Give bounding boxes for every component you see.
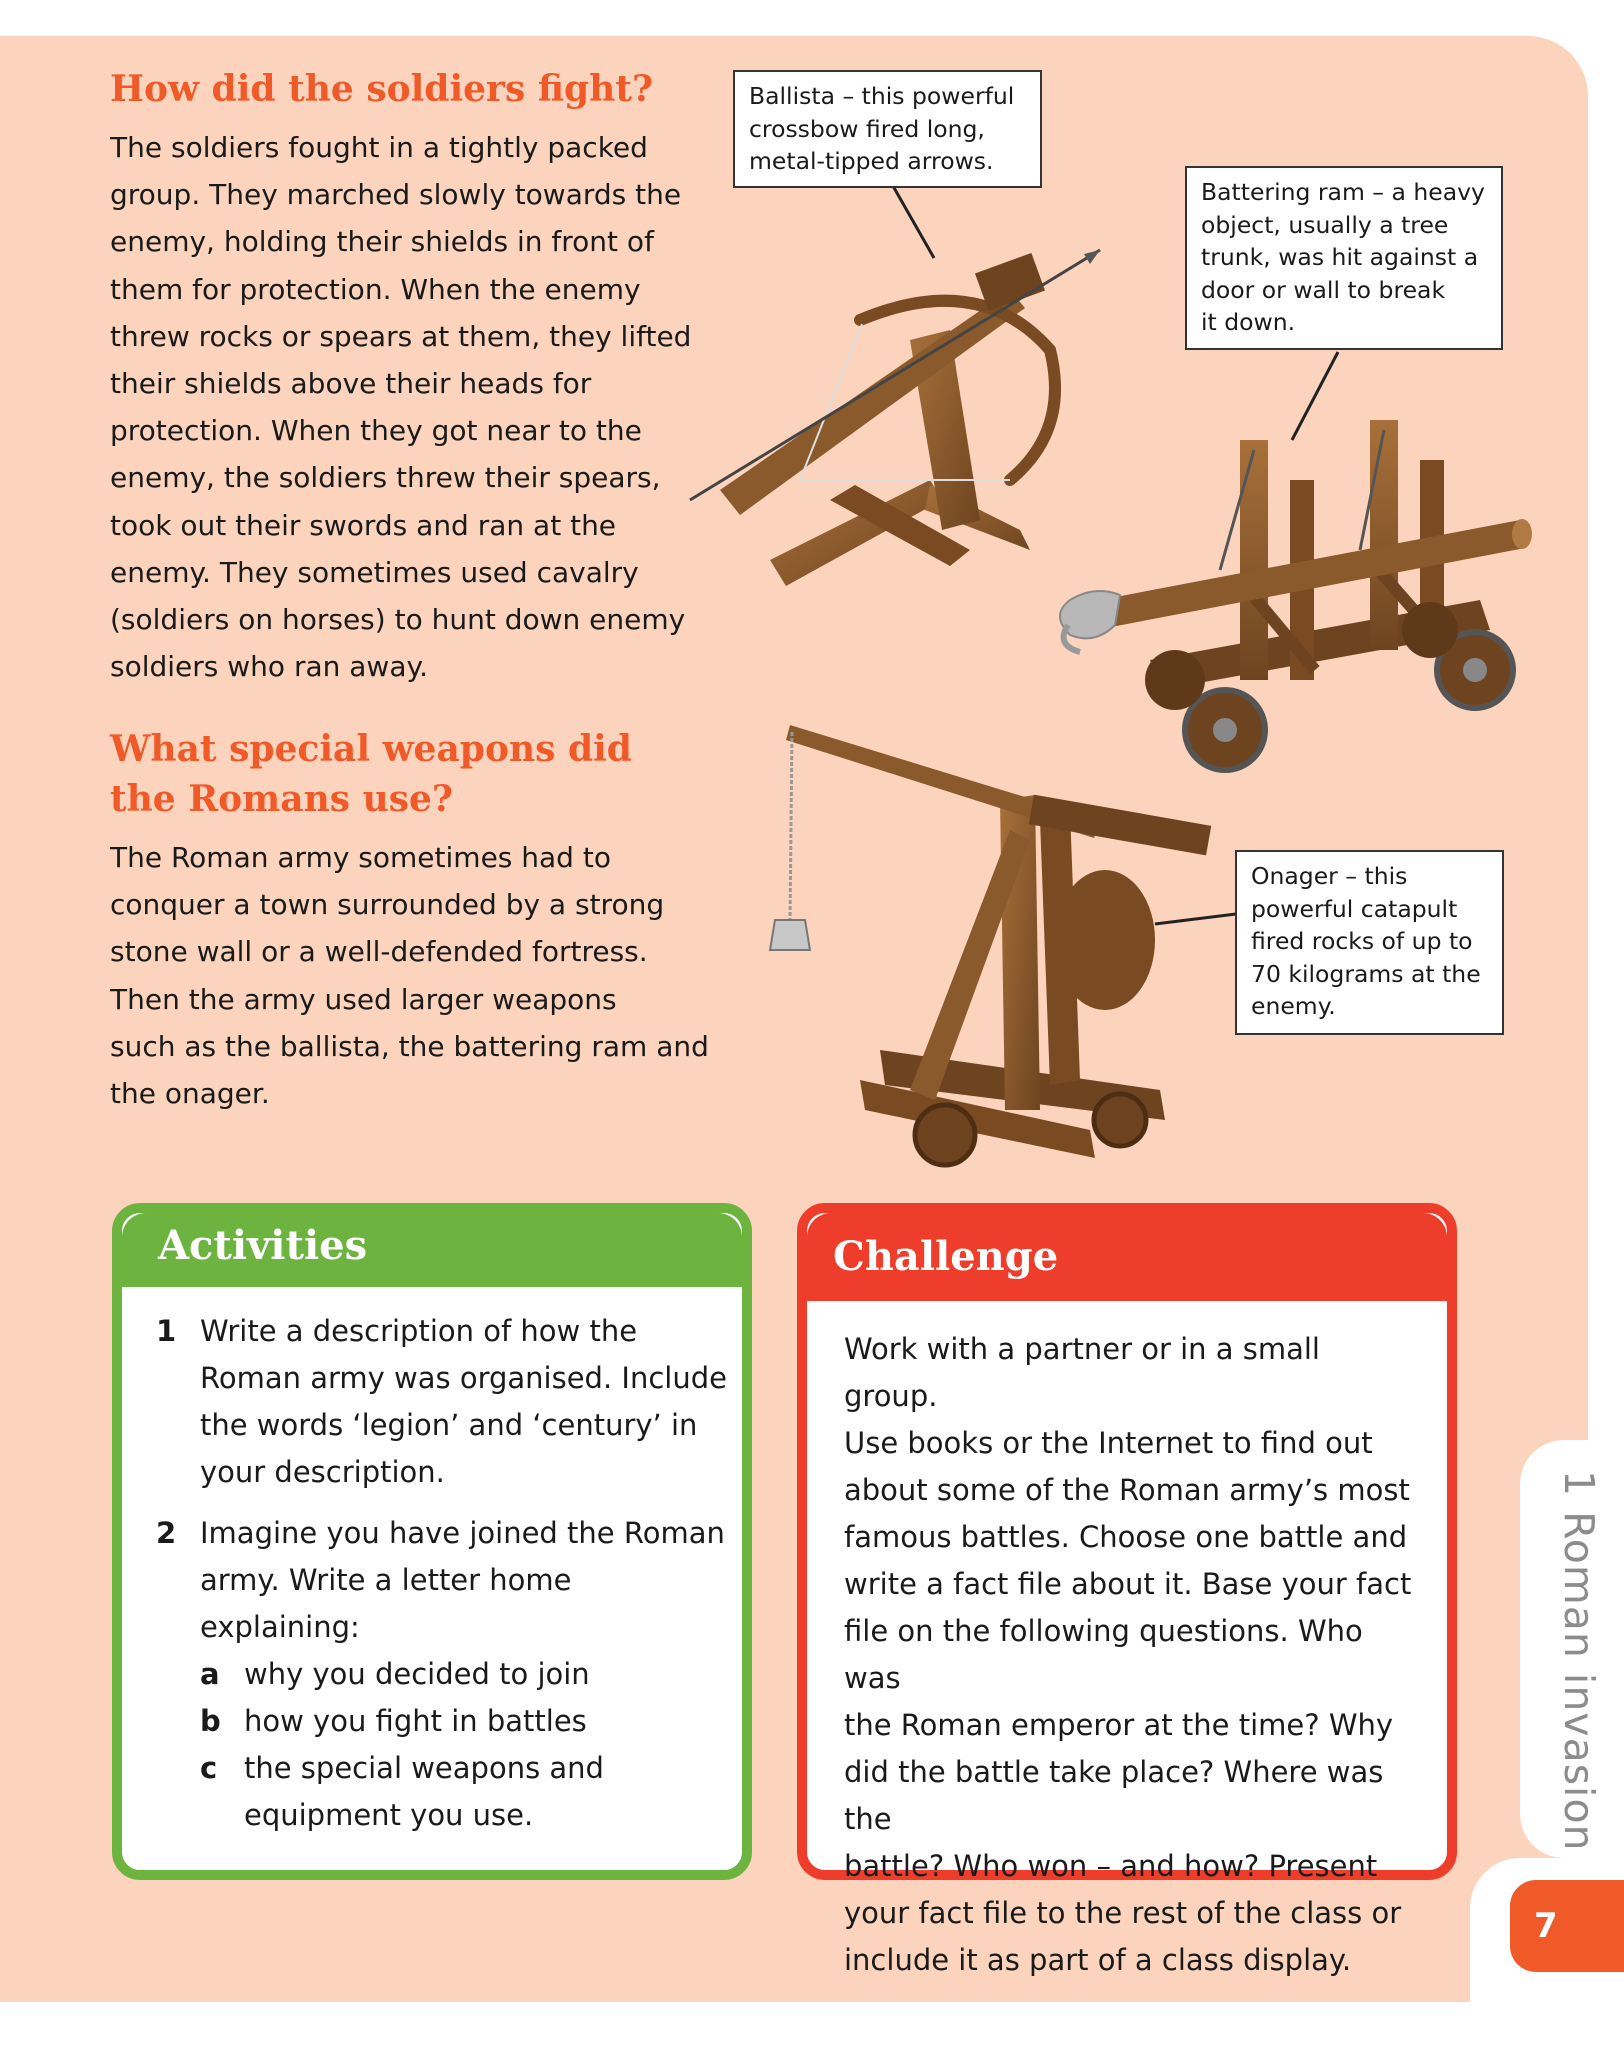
text-line: threw rocks or spears at them, they lifted [110,319,692,353]
text-line: their shields above their heads for [110,367,592,401]
text-line: stone wall or a well-defended fortress. [110,935,648,969]
text-line: The Roman army sometimes had to [110,841,611,874]
text-line: protection. When they got near to the [110,414,642,448]
challenge-line: about some of the Roman army’s most [844,1473,1410,1507]
text-line: the onager. [110,1077,270,1111]
challenge-line: your fact file to the rest of the class or [844,1896,1402,1930]
challenge-line: did the battle take place? Where was the [844,1755,1384,1836]
challenge-line: write a fact file about it. Base your fact [844,1567,1412,1601]
activity-line: your description. [200,1455,445,1489]
text-line: (soldiers on horses) to hunt down enemy [110,603,686,637]
callout-battering-ram [1185,166,1503,350]
text-line: took out their swords and ran at the [110,508,617,542]
text-line: Then the army used larger weapons [110,982,617,1016]
callout-line: powerful catapult [1251,894,1458,923]
challenge-line: battle? Who won – and how? Present [844,1849,1378,1883]
activities-list [152,1308,752,1853]
callout-line: trunk, was hit against a [1201,243,1479,271]
text-line: enemy, holding their shields in front of [110,225,654,259]
page-number: 7 [1510,1880,1624,1972]
activity-line: the words ‘legion’ and ‘century’ in [200,1408,698,1442]
challenge-paragraph [844,1326,1414,1984]
activity-number: 1 [156,1314,177,1348]
subitem-line: why you decided to join [244,1657,590,1691]
challenge-title: Challenge [807,1213,1447,1301]
callout-line: Ballista – this powerful [749,82,1015,110]
subitem-line: the special weapons and [244,1751,604,1785]
callout-line: enemy. [1251,992,1336,1020]
callout-line: it down. [1201,308,1296,336]
text-line: such as the ballista, the battering ram and [110,1029,709,1063]
heading-line: What special weapons did [110,728,632,770]
activity-number: 2 [156,1516,177,1550]
activity-item [152,1308,752,1496]
activity-subitem [200,1651,752,1698]
text-line: group. They marched slowly towards the [110,178,682,212]
callout-line: Onager – this [1251,862,1408,890]
subitem-letter: a [200,1657,220,1691]
text-line: enemy, the soldiers threw their spears, [110,461,661,495]
challenge-line: include it as part of a class display. [844,1943,1352,1977]
heading-how-soldiers-fight: How did the soldiers fight? [110,68,654,110]
activity-subitem [200,1745,752,1839]
onager-illustration [760,700,1240,1180]
challenge-line: Work with a partner or in a small group. [844,1332,1320,1413]
text-line: soldiers who ran away. [110,650,428,684]
callout-onager [1235,850,1504,1035]
chapter-title: 1 Roman invasion [1555,1470,1603,1852]
subitem-line: equipment you use. [244,1798,534,1832]
heading-line: the Romans use? [110,778,454,820]
callout-line: object, usually a tree [1201,210,1449,239]
challenge-line: file on the following questions. Who was [844,1614,1363,1695]
page-bottom-margin [0,2002,1624,2048]
activity-line: army. Write a letter home [200,1563,572,1597]
callout-line: crossbow fired long, [749,114,985,143]
activity-subitem [200,1698,752,1745]
text-line: conquer a town surrounded by a strong [110,888,665,922]
callout-line: door or wall to break [1201,275,1446,304]
callout-line: 70 kilograms at the [1251,959,1481,988]
callout-line: Battering ram – a heavy [1201,178,1485,206]
challenge-line: the Roman emperor at the time? Why [844,1708,1394,1742]
activity-line: explaining: [200,1610,360,1644]
subitem-line: how you fight in battles [244,1704,587,1738]
text-line: them for protection. When the enemy [110,272,641,306]
activity-line: Roman army was organised. Include [200,1361,727,1395]
callout-line: metal-tipped arrows. [749,147,994,175]
subitem-letter: b [200,1704,221,1738]
activities-title: Activities [122,1213,742,1287]
callout-ballista [733,70,1042,188]
text-line: The soldiers fought in a tightly packed [110,131,648,164]
challenge-line: famous battles. Choose one battle and [844,1520,1408,1554]
challenge-line: Use books or the Internet to find out [844,1426,1373,1460]
activity-line: Write a description of how the [200,1314,638,1348]
callout-line: fired rocks of up to [1251,927,1473,955]
text-line: enemy. They sometimes used cavalry [110,555,639,589]
activity-item [152,1510,752,1839]
activity-line: Imagine you have joined the Roman [200,1516,725,1550]
subitem-letter: c [200,1751,218,1785]
